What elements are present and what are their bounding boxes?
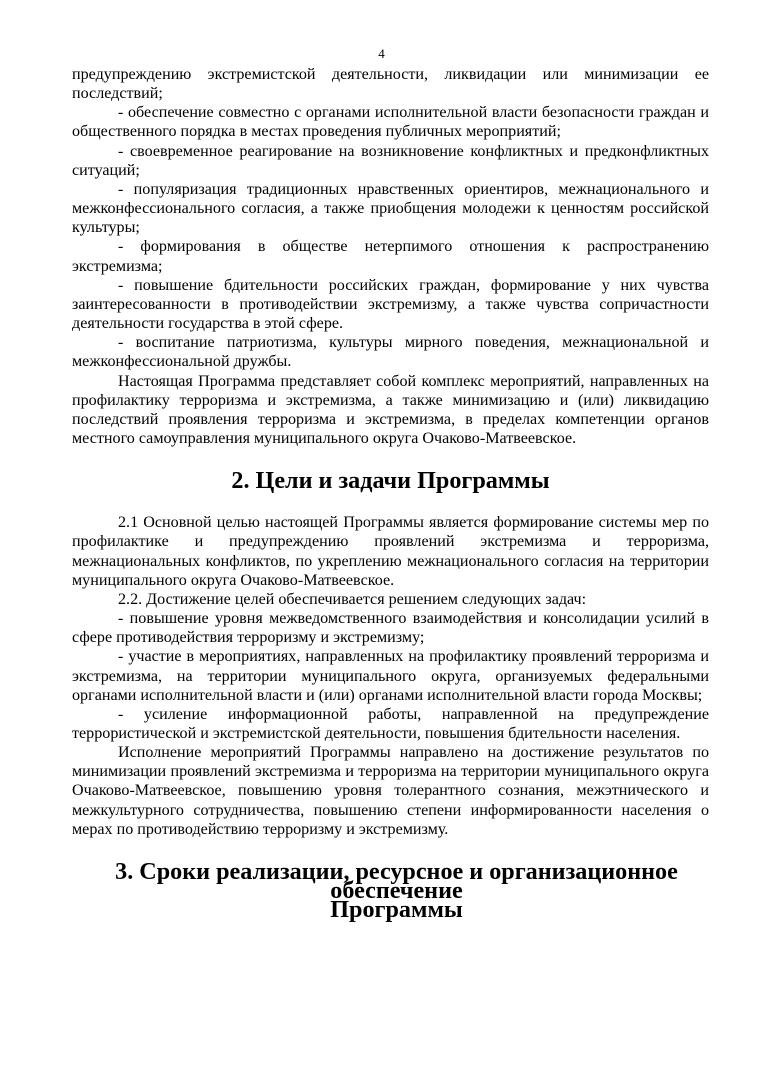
page-number: 4 [378, 46, 385, 61]
paragraph: 2.1 Основной целью настоящей Программы является формирование системы мер по профилактике и предупреждению проявлений экстремизма и терроризма, межнациональных конфликтов, по укреплению межнационального согласия на территории муниципального округа Очаково-Матвеевское. [72, 514, 709, 589]
section-heading-terms [72, 857, 709, 924]
section-heading-line: 3. Сроки реализации, ресурсное и организационное обеспечение [115, 857, 678, 905]
list-item: - усиление информационной работы, направленной на предупреждение террористической и экстремистской деятельности, повышения бдительности населения. [72, 705, 709, 742]
list-item: - популяризация традиционных нравственных ориентиров, межнационального и межконфессионального согласия, а также приобщения молодежи к ценностям российской культуры; [72, 180, 709, 237]
list-item: - обеспечение совместно с органами исполнительной власти безопасности граждан и общественного порядка в местах проведения публичных мероприятий; [72, 104, 709, 141]
list-item: - своевременное реагирование на возникновение конфликтных и предконфликтных ситуаций; [72, 142, 709, 179]
list-item: - формирования в обществе нетерпимого отношения к распространению экстремизма; [72, 238, 709, 275]
goals-section [72, 513, 709, 839]
intro-section [72, 65, 709, 448]
list-item: - повышение бдительности российских граждан, формирование у них чувства заинтересованности в противодействии экстремизму, а также чувства сопричастности деятельности государства в этой сфере. [72, 276, 709, 333]
section-heading-line: Программы [330, 896, 463, 924]
paragraph: предупреждению экстремистской деятельности, ликвидации или минимизации ее последствий; [72, 66, 709, 103]
paragraph: 2.2. Достижение целей обеспечивается решением следующих задач: [118, 590, 587, 608]
list-item: - воспитание патриотизма, культуры мирного поведения, межнациональной и межконфессиональной дружбы. [72, 334, 709, 371]
paragraph: Исполнение мероприятий Программы направлено на достижение результатов по минимизации проявлений экстремизма и терроризма на территории муниципального округа Очаково-Матвеевское, повышению уровня толерантного сознания, межэтнического и межкультурного сотрудничества, повышению степени информированности населения о мерах по противодействию терроризму и экстремизму. [72, 744, 709, 838]
list-item: - участие в мероприятиях, направленных на профилактику проявлений терроризма и экстремизма, на территории муниципального округа, организуемых федеральными органами исполнительной власти и (или) органами исполнительной власти города Москвы; [72, 648, 709, 704]
section-heading-goals: 2. Цели и задачи Программы [231, 467, 550, 495]
paragraph: Настоящая Программа представляет собой комплекс мероприятий, направленных на профилактику терроризма и экстремизма, а также минимизацию и (или) ликвидацию последствий проявления терроризма и экстремизма, в пределах компетенции органов местного самоуправления муниципального округа Очаково-Матвеевское. [72, 372, 709, 447]
document-body [72, 65, 709, 924]
list-item: - повышение уровня межведомственного взаимодействия и консолидации усилий в сфере противодействия терроризму и экстремизму; [72, 610, 709, 647]
